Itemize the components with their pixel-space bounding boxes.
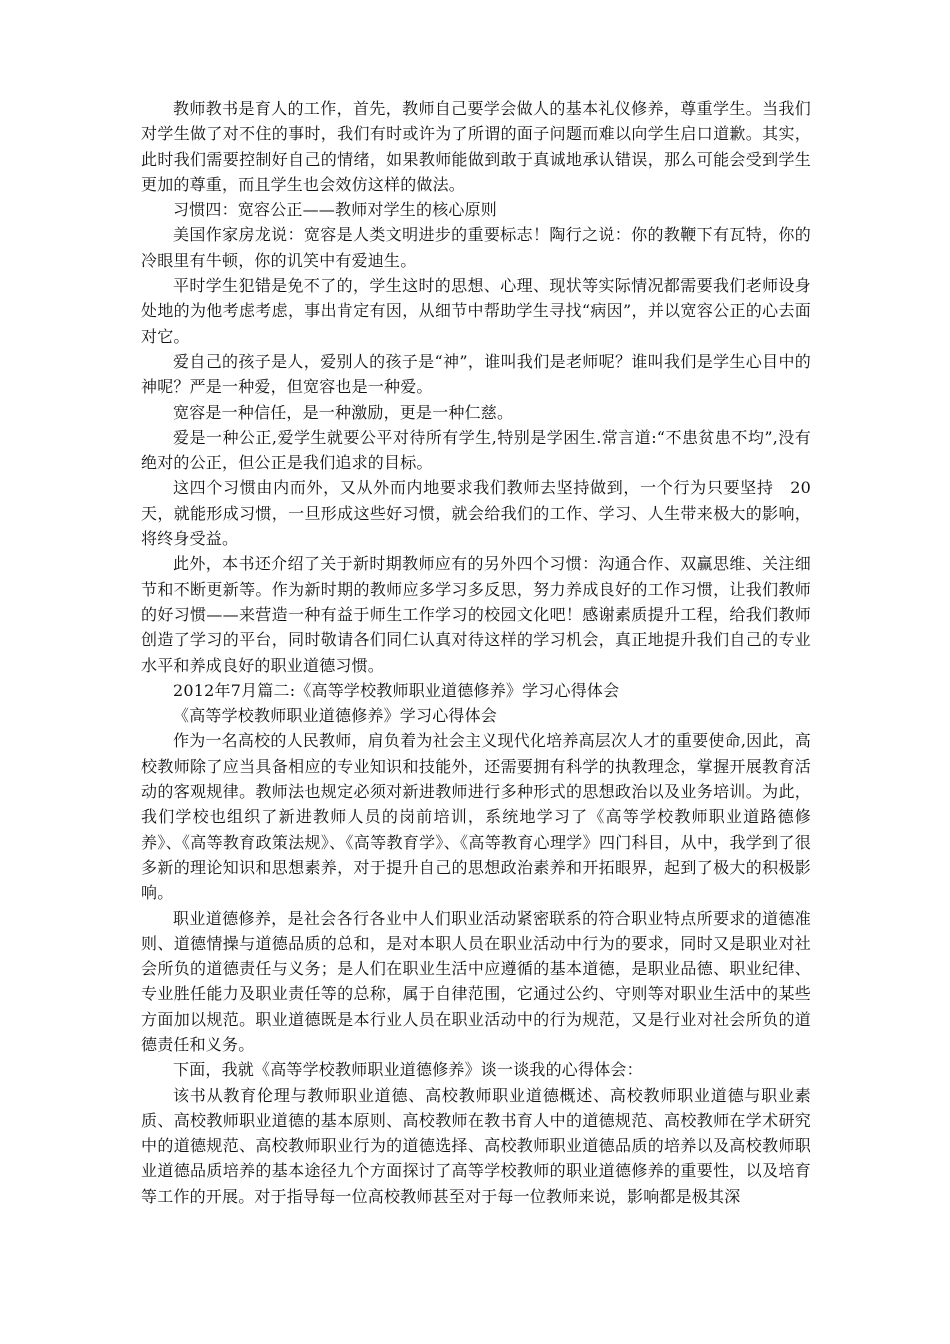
paragraph-15: 该书从教育伦理与教师职业道德、高校教师职业道德概述、高校教师职业道德与职业素质、高校教师职业道德的基本原则、高校教师在教书育人中的道德规范、高校教师在学术研究中的道德规范、高校教师职业行为的道德选择、高校教师职业道德品质的培养以及高校教师职业道德品质培养的基本途径九个方面探讨了高等学校教师的职业道德修养的重要性，以及培育等工作的开展。对于指导每一位高校教师甚至对于每一位教师来说，影响都是极其深 bbox=[141, 1085, 811, 1206]
paragraph-3: 美国作家房龙说：宽容是人类文明进步的重要标志！陶行之说：你的教鞭下有瓦特，你的冷眼里有牛顿，你的讥笑中有爱迪生。 bbox=[141, 225, 811, 270]
paragraph-12: 作为一名高校的人民教师，肩负着为社会主义现代化培养高层次人才的重要使命,因此，高校教师除了应当具备相应的专业知识和技能外，还需要拥有科学的执教理念，掌握开展教育活动的客观规律。教师法也规定必须对新进教师进行多种形式的思想政治以及业务培训。为此，我们学校也组织了新进教师人员的岗前培训，系统地学习了《高等学校教师职业道路德修养》、《高等教育政策法规》、《高等教育学》、《高等教育心理学》四门科目，从中，我学到了很多新的理论知识和思想素养，对于提升自己的思想政治素养和开拓眼界，起到了极大的积极影响。 bbox=[141, 731, 811, 903]
paragraph-9: 此外，本书还介绍了关于新时期教师应有的另外四个习惯：沟通合作、双赢思维、关注细节和不断更新等。作为新时期的教师应多学习多反思，努力养成良好的工作习惯，让我们教师的好习惯——来营造一种有益于师生工作学习的校园文化吧！感谢素质提升工程，给我们教师创造了学习的平台，同时敬请各们同仁认真对待这样的学习机会，真正地提升我们自己的专业水平和养成良好的职业道德习惯。 bbox=[141, 554, 811, 675]
document-body bbox=[141, 96, 811, 1209]
paragraph-6: 宽容是一种信任，是一种激励，更是一种仁慈。 bbox=[173, 402, 514, 422]
paragraph-1: 教师教书是育人的工作，首先，教师自己要学会做人的基本礼仪修养，尊重学生。当我们对学生做了对不住的事时，我们有时或许为了所谓的面子问题而难以向学生启口道歉。其实，此时我们需要控制好自己的情绪，如果教师能做到敢于真诚地承认错误，那么可能会受到学生更加的尊重，而且学生也会效仿这样的做法。 bbox=[141, 99, 811, 194]
paragraph-8: 这四个习惯由内而外，又从外而内地要求我们教师去坚持做到，一个行为只要坚持 20天，就能形成习惯，一旦形成这些好习惯，就会给我们的工作、学习、人生带来极大的影响，将终身受益。 bbox=[141, 478, 811, 549]
paragraph-article-title: 《高等学校教师职业道德修养》学习心得体会 bbox=[173, 706, 498, 726]
paragraph-5: 爱自己的孩子是人，爱别人的孩子是“神”，谁叫我们是老师呢？谁叫我们是学生心目中的神呢？严是一种爱，但宽容也是一种爱。 bbox=[141, 351, 811, 397]
paragraph-7: 爱是一种公正,爱学生就要公平对待所有学生,特别是学困生.常言道:“不患贫患不均”,没有绝对的公正，但公正是我们追求的目标。 bbox=[141, 427, 811, 473]
paragraph-habit-four-heading: 习惯四：宽容公正——教师对学生的核心原则 bbox=[173, 200, 498, 220]
paragraph-4: 平时学生犯错是免不了的，学生这时的思想、心理、现状等实际情况都需要我们老师设身处地的为他考虑考虑，事出肯定有因，从细节中帮助学生寻找“病因”，并以宽容公正的心去面对它。 bbox=[141, 276, 811, 346]
paragraph-date-part-two: 2012年7月篇二:《高等学校教师职业道德修养》学习心得体会 bbox=[173, 680, 620, 700]
paragraph-14: 下面，我就《高等学校教师职业道德修养》谈一谈我的心得体会： bbox=[173, 1060, 643, 1080]
paragraph-13: 职业道德修养，是社会各行各业中人们职业活动紧密联系的符合职业特点所要求的道德准则、道德情操与道德品质的总和，是对本职人员在职业活动中行为的要求，同时又是职业对社会所负的道德责任与义务；是人们在职业生活中应遵循的基本道德，是职业品德、职业纪律、专业胜任能力及职业责任等的总称，属于自律范围，它通过公约、守则等对职业生活中的某些方面加以规范。职业道德既是本行业人员在职业活动中的行为规范，又是行业对社会所负的道德责任和义务。 bbox=[141, 908, 811, 1054]
